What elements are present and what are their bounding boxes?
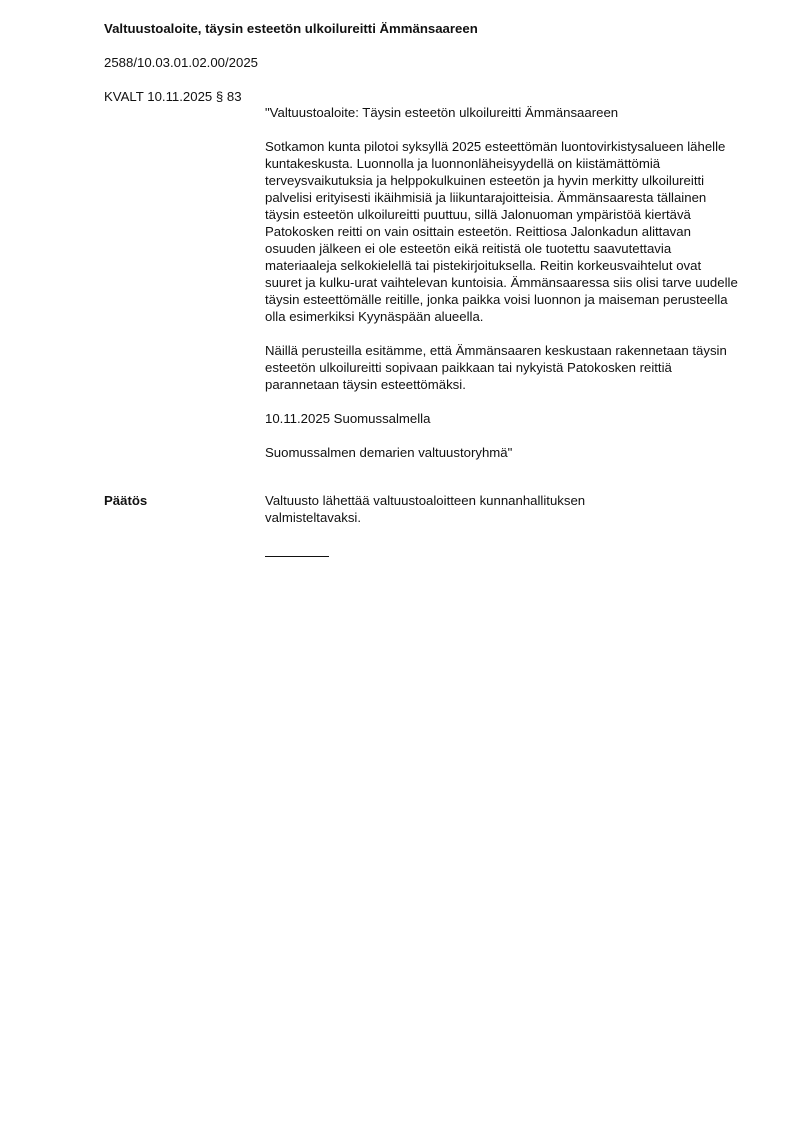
document-number: 2588/10.03.01.02.00/2025 — [104, 55, 259, 70]
initiative-heading: "Valtuustoaloite: Täysin esteetön ulkoilureitti Ämmänsaareen — [265, 105, 619, 120]
decision-text: Valtuusto lähettää valtuustoaloitteen kunnanhallituksen valmisteltavaksi. — [265, 493, 586, 525]
document-title: Valtuustoaloite, täysin esteetön ulkoilureitti Ämmänsaareen — [104, 21, 478, 36]
initiative-body — [265, 104, 741, 478]
end-rule — [265, 556, 329, 557]
initiative-signatory: Suomussalmen demarien valtuustoryhmä" — [265, 445, 513, 460]
initiative-date-place: 10.11.2025 Suomussalmella — [265, 411, 431, 426]
initiative-proposal: Näillä perusteilla esitämme, että Ämmänsaaren keskustaan rakennetaan täysin esteetön ulkoilureitti sopivaan paikkaan tai nykyistä Patokosken reittiä parannetaan täysin esteettömäksi. — [265, 343, 727, 392]
decision-label: Päätös — [104, 493, 148, 508]
initiative-paragraph: Sotkamon kunta pilotoi syksyllä 2025 esteettömän luontovirkistysalueen lähelle kuntakeskusta. Luonnolla ja luonnonläheisyydellä on kiistämättömiä terveysvaikutuksia ja helppokulkuinen esteetön ja hyvin merkitty ulkoilureitti palvelisi erityisesti ikäihmisiä ja liikuntarajoitteisia. Ämmänsaaresta tällainen täysin esteetön ulkoilureitti puuttuu, sillä Jalonuoman ympäristöä kiertävä Patokosken reitti on vain osittain esteetön. Reittiosa Jalonkadun alittavan osuuden jälkeen ei ole esteetön eikä reitistä ole tuotettu saavutettavia materiaaleja selkokielellä tai pistekirjoituksella. Reitin korkeusvaihtelut ovat suuret ja kulku-urat vaihtelevan kuntoisia. Ämmänsaaressa siis olisi tarve uudelle täysin esteettömälle reitille, jonka paikka voisi luonnon ja maiseman perusteella olla esimerkiksi Kyynäspään alueella. — [265, 139, 738, 324]
meeting-reference: KVALT 10.11.2025 § 83 — [104, 89, 242, 104]
